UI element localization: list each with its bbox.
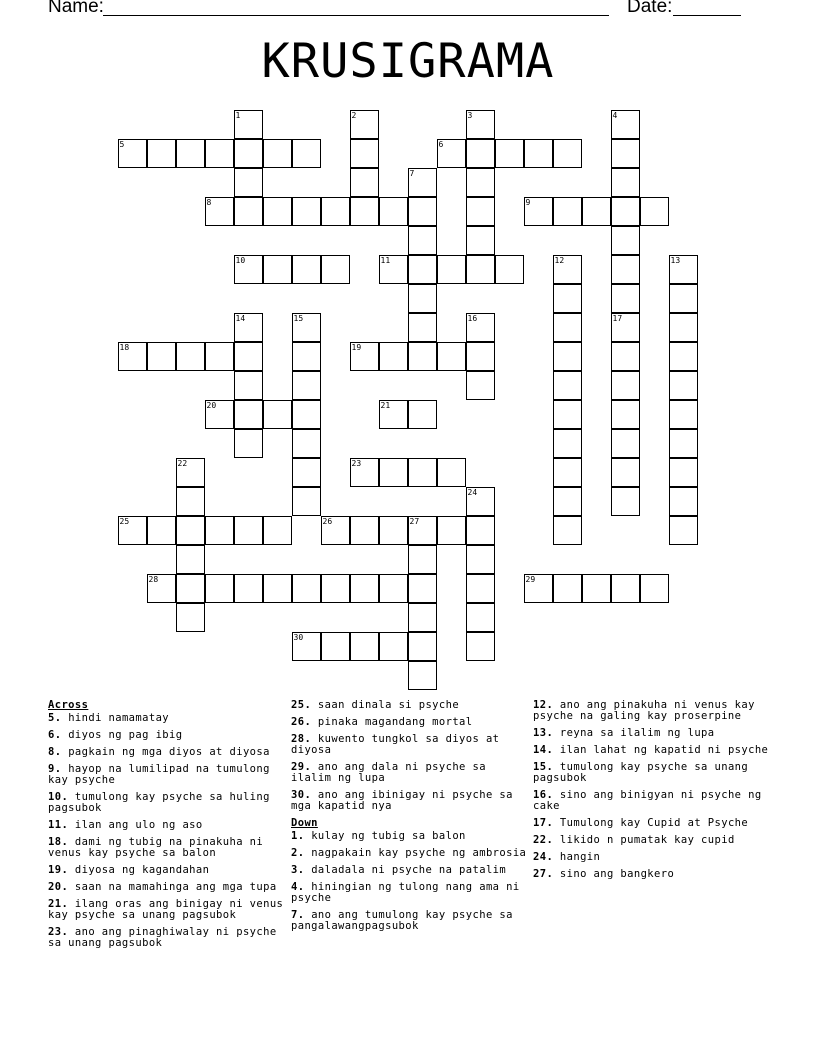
grid-cell[interactable] — [437, 255, 466, 284]
grid-cell[interactable] — [292, 429, 321, 458]
grid-cell[interactable] — [292, 313, 321, 342]
grid-cell[interactable] — [292, 371, 321, 400]
clue-text: ano ang pinakuha ni venus kay psyche na galing kay proserpine — [533, 699, 755, 722]
grid-cell[interactable] — [466, 197, 495, 226]
grid-cell[interactable] — [292, 197, 321, 226]
grid-cell[interactable] — [611, 487, 640, 516]
grid-cell[interactable] — [118, 139, 147, 168]
grid-cell[interactable] — [321, 632, 350, 661]
grid-cell[interactable] — [466, 632, 495, 661]
down-heading: Down — [291, 817, 318, 829]
clue-num: 14. — [533, 744, 554, 756]
clue-text: hindi namamatay — [68, 712, 170, 724]
clue-text: sino ang bangkero — [559, 868, 675, 880]
grid-cell[interactable] — [553, 197, 582, 226]
grid-cell[interactable] — [408, 661, 437, 690]
clue-num: 28. — [291, 733, 312, 745]
clue-text: kuwento tungkol sa diyos at diyosa — [291, 733, 500, 756]
clue-number: 2 — [351, 110, 357, 120]
clue-item — [48, 882, 284, 893]
grid-cell[interactable] — [640, 197, 669, 226]
clue-num: 16. — [533, 789, 554, 801]
grid-cell[interactable] — [292, 400, 321, 429]
clue-item — [291, 910, 527, 932]
grid-cell[interactable] — [350, 168, 379, 197]
clue-num: 23. — [48, 926, 69, 938]
grid-cell[interactable] — [640, 574, 669, 603]
grid-cell[interactable] — [147, 574, 176, 603]
clue-num: 7. — [291, 909, 305, 921]
grid-cell[interactable] — [669, 371, 698, 400]
grid-cell[interactable] — [350, 342, 379, 371]
grid-cell[interactable] — [176, 458, 205, 487]
clue-item — [48, 820, 284, 831]
grid-cell[interactable] — [408, 603, 437, 632]
clue-text: diyosa ng kagandahan — [74, 864, 210, 876]
grid-cell[interactable] — [611, 197, 640, 226]
grid-cell[interactable] — [437, 516, 466, 545]
clue-text: reyna sa ilalim ng lupa — [559, 727, 715, 739]
clue-num: 9. — [48, 763, 62, 775]
clue-number: 27 — [409, 516, 420, 526]
grid-cell[interactable] — [263, 400, 292, 429]
grid-cell[interactable] — [466, 226, 495, 255]
grid-cell[interactable] — [553, 574, 582, 603]
grid-cell[interactable] — [669, 313, 698, 342]
grid-cell[interactable] — [466, 110, 495, 139]
clue-num: 26. — [291, 716, 312, 728]
clue-item — [533, 700, 769, 722]
grid-cell[interactable] — [350, 516, 379, 545]
clue-item — [291, 700, 527, 711]
clue-text: hiningian ng tulong nang ama ni psyche — [291, 881, 520, 904]
clue-num: 18. — [48, 836, 69, 848]
clue-number: 16 — [467, 313, 478, 323]
grid-cell[interactable] — [234, 313, 263, 342]
clue-num: 25. — [291, 699, 312, 711]
clue-text: ano ang tumulong kay psyche sa pangalawangpagsubok — [291, 909, 513, 932]
grid-cell[interactable] — [321, 255, 350, 284]
date-label: Date: — [627, 0, 673, 17]
grid-cell[interactable] — [118, 342, 147, 371]
clue-item — [48, 865, 284, 876]
clue-num: 11. — [48, 819, 69, 831]
grid-cell[interactable] — [437, 342, 466, 371]
clue-item — [533, 745, 769, 756]
grid-cell[interactable] — [437, 139, 466, 168]
clue-text: nagpakain kay psyche ng ambrosia — [311, 847, 527, 859]
grid-cell[interactable] — [466, 371, 495, 400]
clue-text: kulay ng tubig sa balon — [311, 830, 466, 842]
grid-cell[interactable] — [553, 255, 582, 284]
clue-num: 1. — [291, 830, 305, 842]
grid-cell[interactable] — [321, 574, 350, 603]
clue-number: 1 — [235, 110, 241, 120]
clue-item — [533, 852, 769, 863]
clue-item — [533, 869, 769, 880]
clue-number: 20 — [206, 400, 217, 410]
grid-cell[interactable] — [524, 139, 553, 168]
name-label: Name: — [48, 0, 104, 17]
across-heading: Across — [48, 699, 89, 711]
clue-item — [291, 734, 527, 756]
clue-text: ano ang ibinigay ni psyche sa mga kapatid nya — [291, 789, 513, 812]
grid-cell[interactable] — [669, 487, 698, 516]
grid-cell[interactable] — [292, 255, 321, 284]
clue-number: 6 — [438, 139, 444, 149]
clue-number: 4 — [612, 110, 618, 120]
clue-num: 17. — [533, 817, 554, 829]
grid-cell[interactable] — [466, 139, 495, 168]
clue-number: 15 — [293, 313, 304, 323]
grid-cell[interactable] — [669, 458, 698, 487]
grid-cell[interactable] — [176, 139, 205, 168]
grid-cell[interactable] — [582, 197, 611, 226]
grid-cell[interactable] — [611, 284, 640, 313]
grid-cell[interactable] — [408, 284, 437, 313]
grid-cell[interactable] — [466, 516, 495, 545]
clue-num: 8. — [48, 746, 62, 758]
grid-cell[interactable] — [147, 516, 176, 545]
clue-text: hayop na lumilipad na tumulong kay psyche — [48, 763, 270, 786]
grid-cell[interactable] — [234, 574, 263, 603]
grid-cell[interactable] — [350, 197, 379, 226]
clue-text: sino ang binigyan ni psyche ng cake — [533, 789, 762, 812]
grid-cell[interactable] — [466, 487, 495, 516]
grid-cell[interactable] — [176, 574, 205, 603]
grid-cell[interactable] — [321, 197, 350, 226]
grid-cell[interactable] — [379, 342, 408, 371]
grid-cell[interactable] — [263, 255, 292, 284]
clue-item — [291, 882, 527, 904]
grid-cell[interactable] — [524, 574, 553, 603]
clues-column-1 — [48, 700, 284, 955]
grid-cell[interactable] — [611, 458, 640, 487]
clue-item — [291, 865, 527, 876]
clues-column-2 — [291, 700, 527, 938]
grid-cell[interactable] — [379, 197, 408, 226]
clue-number: 13 — [670, 255, 681, 265]
grid-cell[interactable] — [408, 400, 437, 429]
clue-item — [48, 713, 284, 724]
grid-cell[interactable] — [669, 284, 698, 313]
grid-cell[interactable] — [611, 342, 640, 371]
clue-text: ilang oras ang binigay ni venus kay psyche sa unang pagsubok — [48, 898, 284, 921]
clue-text: pinaka magandang mortal — [317, 716, 473, 728]
grid-cell[interactable] — [234, 371, 263, 400]
grid-cell[interactable] — [205, 197, 234, 226]
grid-cell[interactable] — [553, 429, 582, 458]
clue-item — [48, 899, 284, 921]
grid-cell[interactable] — [234, 110, 263, 139]
grid-cell[interactable] — [263, 574, 292, 603]
clue-text: ano ang dala ni psyche sa ilalim ng lupa — [291, 761, 486, 784]
grid-cell[interactable] — [147, 139, 176, 168]
clue-item — [48, 792, 284, 814]
clue-num: 15. — [533, 761, 554, 773]
clue-text: pagkain ng mga diyos at diyosa — [68, 746, 270, 758]
clue-item — [48, 747, 284, 758]
clue-item — [291, 790, 527, 812]
clue-number: 30 — [293, 632, 304, 642]
clue-num: 10. — [48, 791, 69, 803]
grid-cell[interactable] — [437, 458, 466, 487]
grid-cell[interactable] — [292, 487, 321, 516]
grid-cell[interactable] — [147, 342, 176, 371]
clue-num: 13. — [533, 727, 554, 739]
grid-cell[interactable] — [466, 545, 495, 574]
grid-cell[interactable] — [611, 255, 640, 284]
grid-cell[interactable] — [234, 400, 263, 429]
clue-number: 9 — [525, 197, 531, 207]
grid-cell[interactable] — [379, 255, 408, 284]
clue-num: 22. — [533, 834, 554, 846]
grid-cell[interactable] — [350, 574, 379, 603]
grid-cell[interactable] — [669, 342, 698, 371]
grid-cell[interactable] — [611, 226, 640, 255]
grid-cell[interactable] — [611, 574, 640, 603]
grid-cell[interactable] — [611, 313, 640, 342]
clue-item — [48, 927, 284, 949]
grid-cell[interactable] — [553, 371, 582, 400]
grid-cell[interactable] — [408, 458, 437, 487]
grid-cell[interactable] — [553, 342, 582, 371]
grid-cell[interactable] — [292, 632, 321, 661]
grid-cell[interactable] — [408, 632, 437, 661]
clue-num: 6. — [48, 729, 62, 741]
clue-number: 7 — [409, 168, 415, 178]
clue-item — [533, 835, 769, 846]
clue-num: 29. — [291, 761, 312, 773]
grid-cell[interactable] — [466, 342, 495, 371]
clue-number: 8 — [206, 197, 212, 207]
grid-cell[interactable] — [553, 284, 582, 313]
grid-cell[interactable] — [234, 429, 263, 458]
grid-cell[interactable] — [205, 139, 234, 168]
grid-cell[interactable] — [669, 400, 698, 429]
grid-cell[interactable] — [118, 516, 147, 545]
grid-cell[interactable] — [553, 139, 582, 168]
clue-num: 21. — [48, 898, 69, 910]
grid-cell[interactable] — [379, 458, 408, 487]
grid-cell[interactable] — [176, 342, 205, 371]
grid-cell[interactable] — [408, 313, 437, 342]
clue-text: daladala ni psyche na patalim — [311, 864, 507, 876]
clue-number: 3 — [467, 110, 473, 120]
grid-cell[interactable] — [350, 632, 379, 661]
grid-cell[interactable] — [408, 226, 437, 255]
grid-cell[interactable] — [234, 255, 263, 284]
grid-cell[interactable] — [408, 197, 437, 226]
clue-text: tumulong kay psyche sa huling pagsubok — [48, 791, 270, 814]
grid-cell[interactable] — [292, 342, 321, 371]
clues-column-3 — [533, 700, 769, 886]
grid-cell[interactable] — [669, 255, 698, 284]
clue-item — [291, 831, 527, 842]
grid-cell[interactable] — [321, 516, 350, 545]
grid-cell[interactable] — [292, 139, 321, 168]
grid-cell[interactable] — [553, 487, 582, 516]
clue-number: 22 — [177, 458, 188, 468]
grid-cell[interactable] — [466, 603, 495, 632]
grid-cell[interactable] — [234, 342, 263, 371]
grid-cell[interactable] — [408, 545, 437, 574]
clue-number: 19 — [351, 342, 362, 352]
clue-number: 10 — [235, 255, 246, 265]
grid-cell[interactable] — [408, 255, 437, 284]
clue-item — [48, 764, 284, 786]
grid-cell[interactable] — [263, 139, 292, 168]
clue-number: 21 — [380, 400, 391, 410]
grid-cell[interactable] — [524, 197, 553, 226]
clue-num: 4. — [291, 881, 305, 893]
clue-text: saan na mamahinga ang mga tupa — [74, 881, 277, 893]
grid-cell[interactable] — [234, 197, 263, 226]
grid-cell[interactable] — [582, 574, 611, 603]
clue-item — [48, 837, 284, 859]
grid-cell[interactable] — [205, 574, 234, 603]
clue-text: saan dinala si psyche — [317, 699, 460, 711]
grid-cell[interactable] — [176, 516, 205, 545]
grid-cell[interactable] — [611, 429, 640, 458]
clue-item — [533, 818, 769, 829]
grid-cell[interactable] — [292, 574, 321, 603]
clue-number: 26 — [322, 516, 333, 526]
grid-cell[interactable] — [495, 255, 524, 284]
clue-number: 12 — [554, 255, 565, 265]
clue-number: 23 — [351, 458, 362, 468]
grid-cell[interactable] — [408, 574, 437, 603]
grid-cell[interactable] — [669, 429, 698, 458]
grid-cell[interactable] — [553, 516, 582, 545]
clue-item — [291, 717, 527, 728]
grid-cell[interactable] — [205, 400, 234, 429]
clue-number: 11 — [380, 255, 391, 265]
clue-number: 17 — [612, 313, 623, 323]
clue-number: 5 — [119, 139, 125, 149]
grid-cell[interactable] — [495, 139, 524, 168]
clue-text: ilan ang ulo ng aso — [74, 819, 203, 831]
grid-cell[interactable] — [553, 458, 582, 487]
clue-item — [533, 790, 769, 812]
grid-cell[interactable] — [611, 400, 640, 429]
grid-cell[interactable] — [379, 574, 408, 603]
clue-text: diyos ng pag ibig — [68, 729, 183, 741]
clue-text: dami ng tubig na pinakuha ni venus kay psyche sa balon — [48, 836, 264, 859]
grid-cell[interactable] — [292, 458, 321, 487]
clue-number: 18 — [119, 342, 130, 352]
clue-num: 5. — [48, 712, 62, 724]
clue-number: 28 — [148, 574, 159, 584]
grid-cell[interactable] — [350, 110, 379, 139]
grid-cell[interactable] — [379, 400, 408, 429]
clue-item — [533, 762, 769, 784]
clue-num: 19. — [48, 864, 69, 876]
clue-item — [291, 762, 527, 784]
clue-text: ilan lahat ng kapatid ni psyche — [559, 744, 769, 756]
grid-cell[interactable] — [408, 516, 437, 545]
clue-num: 24. — [533, 851, 554, 863]
grid-cell[interactable] — [205, 342, 234, 371]
clue-number: 25 — [119, 516, 130, 526]
clue-num: 20. — [48, 881, 69, 893]
grid-cell[interactable] — [611, 110, 640, 139]
grid-cell[interactable] — [466, 255, 495, 284]
grid-cell[interactable] — [611, 139, 640, 168]
clue-text: likido n pumatak kay cupid — [559, 834, 735, 846]
clue-text: tumulong kay psyche sa unang pagsubok — [533, 761, 749, 784]
grid-cell[interactable] — [466, 168, 495, 197]
clue-text: hangin — [559, 851, 601, 863]
grid-cell[interactable] — [408, 342, 437, 371]
clue-num: 27. — [533, 868, 554, 880]
clue-item — [48, 730, 284, 741]
grid-cell[interactable] — [350, 458, 379, 487]
clue-text: ano ang pinaghiwalay ni psyche sa unang pagsubok — [48, 926, 277, 949]
grid-cell[interactable] — [176, 487, 205, 516]
clue-text: Tumulong kay Cupid at Psyche — [559, 817, 749, 829]
grid-cell[interactable] — [408, 168, 437, 197]
grid-cell[interactable] — [350, 139, 379, 168]
grid-cell[interactable] — [553, 400, 582, 429]
puzzle-title: KRUSIGRAMA — [261, 34, 555, 89]
clue-num: 3. — [291, 864, 305, 876]
grid-cell[interactable] — [553, 313, 582, 342]
clue-num: 30. — [291, 789, 312, 801]
clue-num: 12. — [533, 699, 554, 711]
clue-item — [533, 728, 769, 739]
grid-cell[interactable] — [669, 516, 698, 545]
grid-cell[interactable] — [611, 168, 640, 197]
grid-cell[interactable] — [176, 603, 205, 632]
grid-cell[interactable] — [234, 516, 263, 545]
grid-cell[interactable] — [379, 516, 408, 545]
clue-item — [291, 848, 527, 859]
clue-number: 29 — [525, 574, 536, 584]
grid-cell[interactable] — [466, 574, 495, 603]
grid-cell[interactable] — [234, 139, 263, 168]
grid-cell[interactable] — [234, 168, 263, 197]
grid-cell[interactable] — [611, 371, 640, 400]
grid-cell[interactable] — [263, 197, 292, 226]
clue-number: 14 — [235, 313, 246, 323]
grid-cell[interactable] — [176, 545, 205, 574]
grid-cell[interactable] — [205, 516, 234, 545]
clue-number: 24 — [467, 487, 478, 497]
grid-cell[interactable] — [263, 516, 292, 545]
clue-num: 2. — [291, 847, 305, 859]
grid-cell[interactable] — [466, 313, 495, 342]
grid-cell[interactable] — [379, 632, 408, 661]
